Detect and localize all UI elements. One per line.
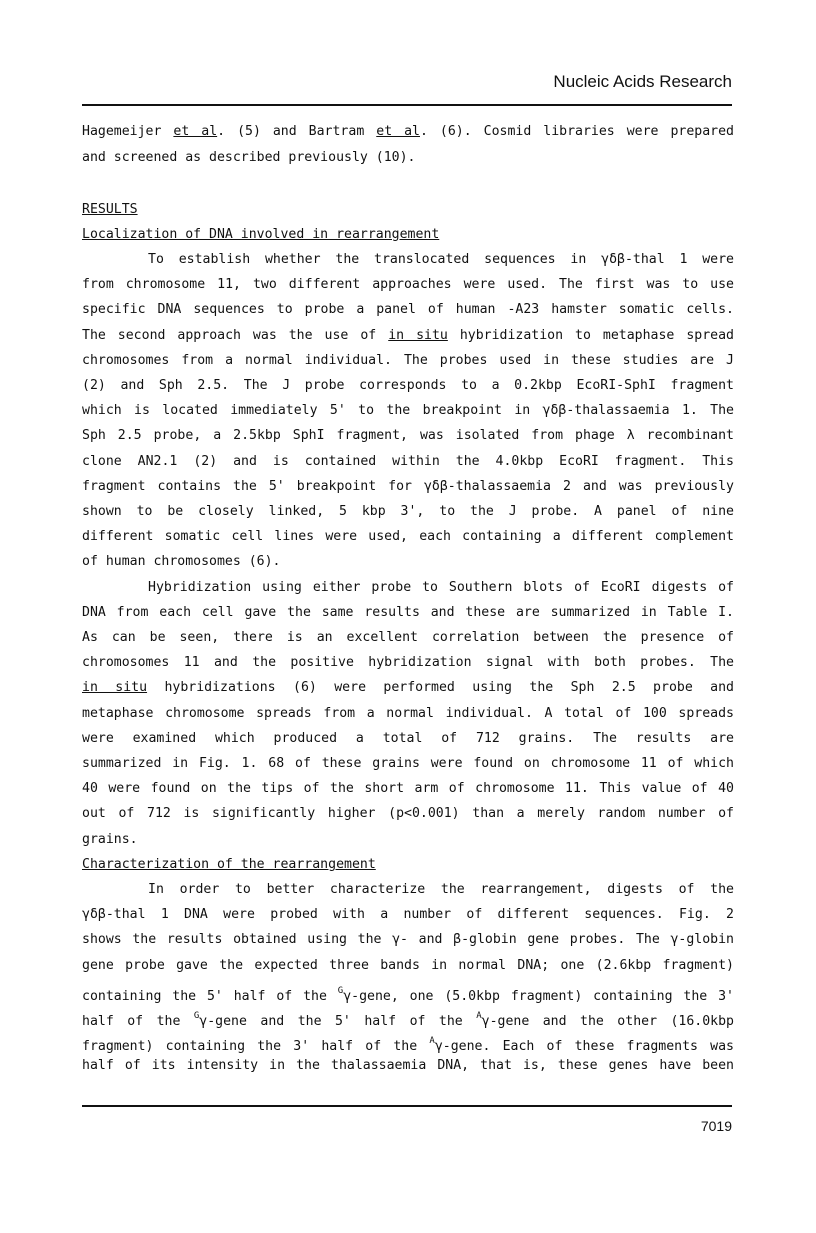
text-line: γδβ-thal 1 DNA were probed with a number of different sequences. Fig. 2	[82, 907, 734, 922]
subheading-text: Characterization of the rearrangement	[82, 857, 376, 872]
text-run: γ-gene, one (5.0kbp fragment) containing the 3'	[343, 989, 734, 1004]
text-line	[82, 1033, 734, 1055]
text-run: . (5) and Bartram	[217, 124, 377, 139]
text-line: and screened as described previously (10).	[82, 150, 416, 165]
text-line: To establish whether the translocated sequences in γδβ-thal 1 were	[148, 252, 734, 267]
text-line: shown to be closely linked, 5 kbp 3', to the J probe. A panel of nine	[82, 504, 734, 519]
text-run: hybridizations (6) were performed using the Sph 2.5 probe and	[147, 680, 734, 695]
text-run: The second approach was the use of	[82, 328, 389, 343]
text-line: chromosomes 11 and the positive hybridization signal with both probes. The	[82, 655, 734, 670]
text-line: As can be seen, there is an excellent correlation between the presence of	[82, 630, 734, 645]
text-line	[82, 1008, 734, 1030]
text-line	[82, 680, 734, 696]
text-line: were examined which produced a total of 712 grains. The results are	[82, 731, 734, 746]
page-number: 7019	[700, 1118, 732, 1134]
text-line	[82, 328, 734, 344]
text-line: grains.	[82, 832, 138, 847]
superscript: A	[429, 1036, 435, 1046]
subheading-text: Localization of DNA involved in rearrangement	[82, 227, 440, 242]
text-line: specific DNA sequences to probe a panel of human -A23 hamster somatic cells.	[82, 302, 734, 317]
text-run: containing the 5' half of the	[82, 989, 338, 1004]
text-run: γ-gene. Each of these fragments was	[434, 1039, 734, 1054]
text-line: gene probe gave the expected three bands in normal DNA; one (2.6kbp fragment)	[82, 958, 734, 973]
footer-rule	[82, 1105, 732, 1107]
superscript: A	[476, 1011, 482, 1021]
text-line	[82, 124, 734, 140]
text-run: hybridization to metaphase spread	[447, 328, 734, 343]
text-line: DNA from each cell gave the same results and these are summarized in Table I.	[82, 605, 734, 620]
text-line: Hybridization using either probe to Southern blots of EcoRI digests of	[148, 580, 734, 595]
in-situ-term: in situ	[388, 328, 448, 343]
journal-title: Nucleic Acids Research	[553, 72, 732, 91]
text-line: out of 712 is significantly higher (p<0.001) than a merely random number of	[82, 806, 734, 821]
text-line: clone AN2.1 (2) and is contained within the 4.0kbp EcoRI fragment. This	[82, 454, 734, 469]
text-line: which is located immediately 5' to the breakpoint in γδβ-thalassaemia 1. The	[82, 403, 734, 418]
text-line: (2) and Sph 2.5. The J probe corresponds to a 0.2kbp EcoRI-SphI fragment	[82, 378, 734, 393]
citation-italic: et al	[173, 124, 218, 139]
text-run: half of the	[82, 1014, 194, 1029]
text-line: from chromosome 11, two different approaches were used. The first was to use	[82, 277, 734, 292]
superscript: G	[193, 1011, 200, 1021]
text-line: chromosomes from a normal individual. The probes used in these studies are J	[82, 353, 734, 368]
text-run: γ-gene and the other (16.0kbp	[481, 1014, 734, 1029]
subheading-localization	[82, 227, 734, 243]
superscript: G	[337, 986, 344, 996]
citation-italic: et al	[376, 124, 420, 139]
text-line: shows the results obtained using the γ- and β-globin gene probes. The γ-globin	[82, 932, 734, 947]
text-line: summarized in Fig. 1. 68 of these grains were found on chromosome 11 of which	[82, 756, 734, 771]
text-line: 40 were found on the tips of the short arm of chromosome 11. This value of 40	[82, 781, 734, 796]
text-line: of human chromosomes (6).	[82, 554, 281, 569]
text-line: half of its intensity in the thalassaemia DNA, that is, these genes have been	[82, 1058, 734, 1073]
header-rule	[82, 104, 732, 106]
in-situ-term: in situ	[82, 680, 148, 695]
text-line: metaphase chromosome spreads from a normal individual. A total of 100 spreads	[82, 706, 734, 721]
text-run: . (6). Cosmid libraries were prepared	[420, 124, 734, 139]
text-line	[82, 983, 734, 1005]
heading-text: RESULTS	[82, 202, 138, 217]
text-line: In order to better characterize the rearrangement, digests of the	[148, 882, 734, 897]
text-line: different somatic cell lines were used, each containing a different complement	[82, 529, 734, 544]
text-line: fragment contains the 5' breakpoint for γδβ-thalassaemia 2 and was previously	[82, 479, 734, 494]
section-heading-results	[82, 202, 734, 218]
text-run: fragment) containing the 3' half of the	[82, 1039, 430, 1054]
subheading-characterization	[82, 857, 734, 873]
text-run: Hagemeijer	[82, 124, 174, 139]
text-line: Sph 2.5 probe, a 2.5kbp SphI fragment, was isolated from phage λ recombinant	[82, 428, 734, 443]
text-run: γ-gene and the 5' half of the	[199, 1014, 477, 1029]
